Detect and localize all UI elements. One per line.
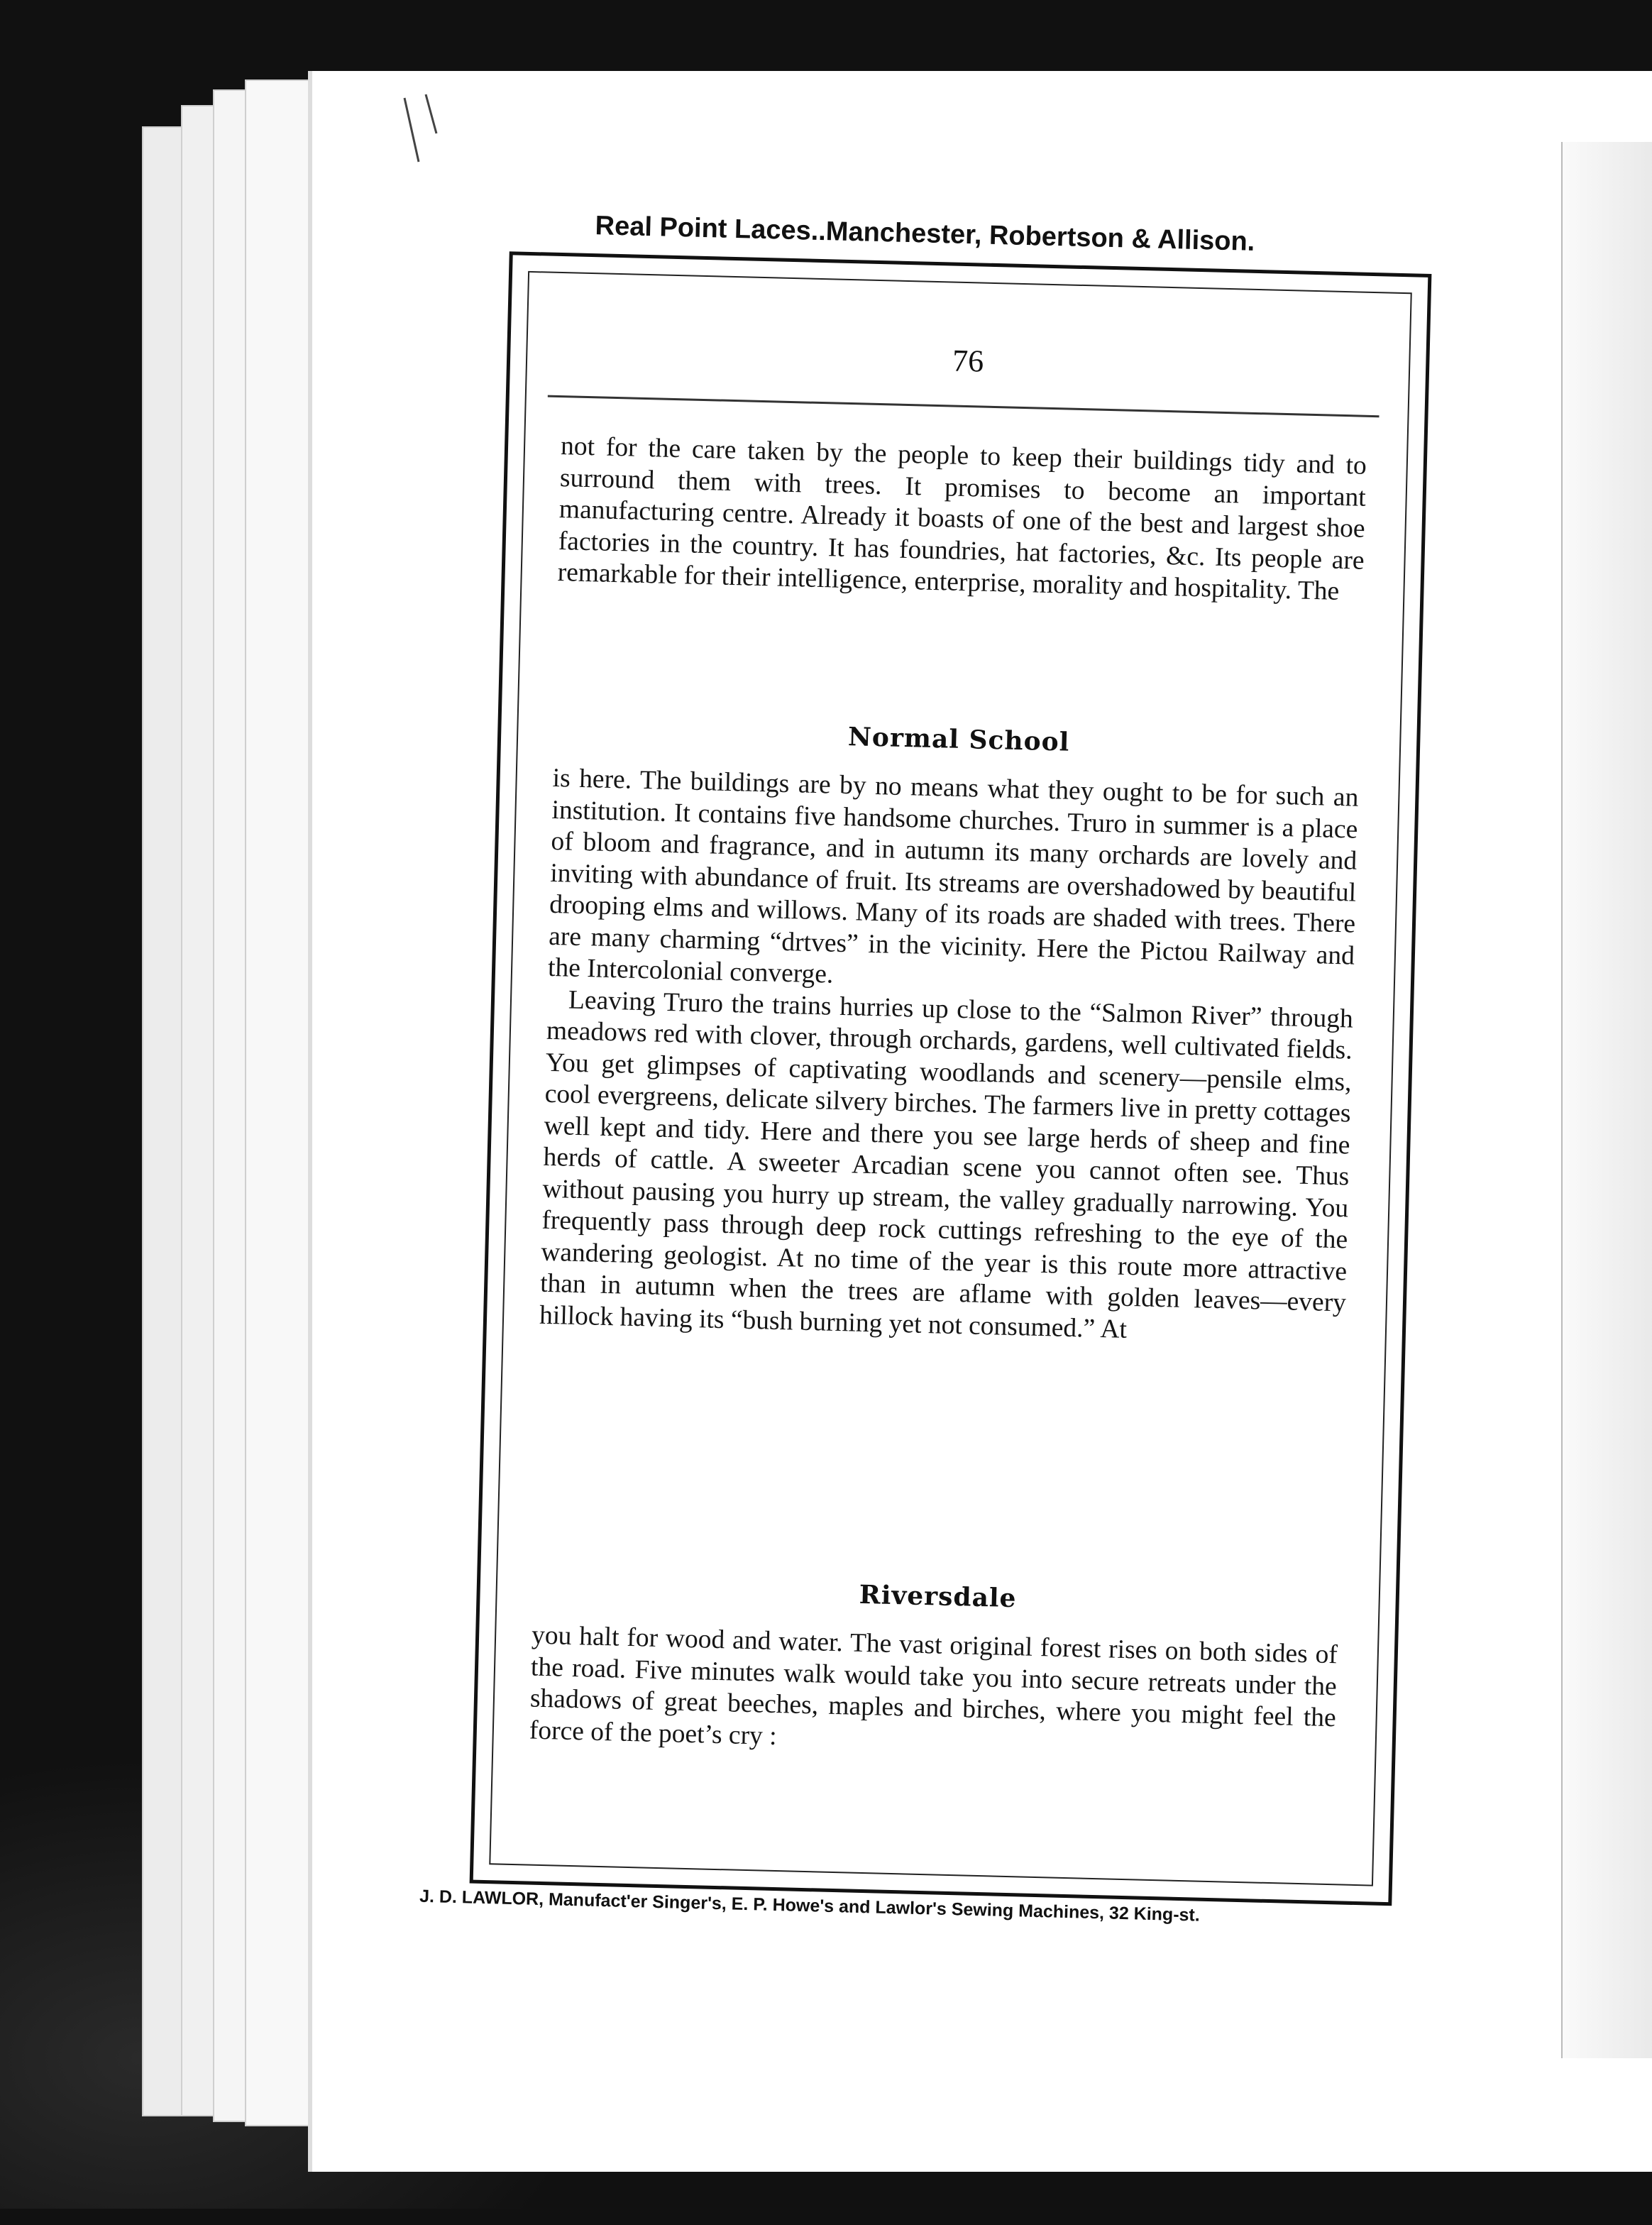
header-advertisement: Real Point Laces..Manchester, Robertson & Allison. bbox=[595, 211, 1255, 257]
paragraph-text: you halt for wood and water. The vast original forest rises on both sides of the road. Five minutes walk would take you into secure retreats under the shadows of great beeches, maples and birches, where you might feel the force of the poet’s cry : bbox=[529, 1620, 1338, 1751]
section-heading-riversdale: Riversdale bbox=[859, 1579, 1018, 1614]
paragraph bbox=[557, 431, 1367, 608]
paragraph-text: not for the care taken by the people to keep their buildings tidy and to surround them with trees. It promises to become an important manufacturing centre. Already it boasts of one of the best and largest shoe factories in the country. It has foundries, hat factories, &c. Its people are remarkable for their intelligence, enterprise, morality and hospitality. The bbox=[557, 432, 1367, 606]
header-rule bbox=[548, 395, 1380, 418]
paragraph bbox=[539, 763, 1359, 1351]
paragraph bbox=[529, 1620, 1338, 1767]
paragraph-text: is here. The buildings are by no means what they ought to be for such an institution. It contains five handsome churches. Truro in summer is a place of bloom and fragrance, and in autumn its many orchards are lovely and inviting with abundance of fruit. Its streams are overshadowed by beautiful drooping elms and willows. Many of its roads are shaded with trees. There are many charming “drtves” in the vicinity. Here the Pictou Railway and the Intercolonial converge. bbox=[547, 763, 1359, 989]
paragraph-text: Leaving Truro the trains hurries up close to the “Salmon River” through meadows red with clover, through orchards, gardens, well cultivated fields. You get glimpses of captivating woodlands and scenery—pensile elms, cool evergreens, delicate silvery birches. The farmers live in pretty cottages well kept and tidy. Here and there you see large herds of sheep and fine herds of cattle. A sweeter Arcadian scene you cannot often see. Thus without pausing you hurry up stream, the valley gradually narrowing. You frequently pass through deep rock cuttings refreshing to the eye of the wandering geologist. At no time of the year is this route more attractive than in autumn when the trees are aflame with golden leaves—every hillock having its “bush burning yet not consumed.” At bbox=[539, 985, 1354, 1344]
page-number: 76 bbox=[952, 343, 984, 379]
text-frame-inner bbox=[489, 271, 1412, 1886]
footer-advertisement: J. D. LAWLOR, Manufact'er Singer's, E. P. Howe's and Lawlor's Sewing Machines, 32 King-st. bbox=[419, 1886, 1201, 1925]
section-heading-normal-school: Normal School bbox=[847, 722, 1070, 757]
text-frame bbox=[470, 251, 1432, 1906]
